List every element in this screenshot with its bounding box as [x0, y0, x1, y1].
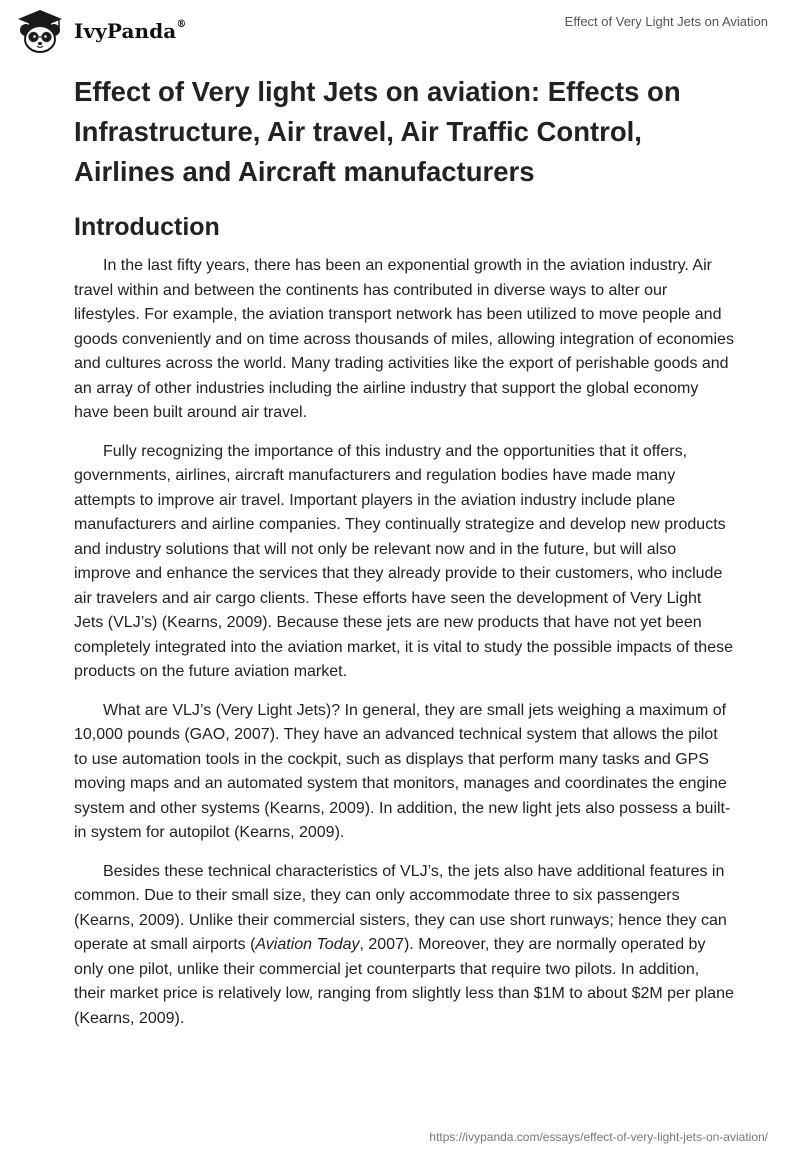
paragraph-4 — [74, 860, 734, 1032]
paragraph-4-text-after: , 2007). Moreover, they are normally operated by only one pilot, unlike their commercial jet counterparts that require two pilots. In addition, their market price is relatively low, ranging from slightly less than $1M to about $2M per plane (Kearns, 2009). — [74, 936, 734, 1027]
article-body — [74, 72, 734, 1045]
registered-mark: ® — [176, 19, 187, 31]
citation-title: Aviation Today — [255, 936, 360, 953]
running-title: Effect of Very Light Jets on Aviation — [564, 14, 768, 29]
source-url[interactable]: https://ivypanda.com/essays/effect-of-very-light-jets-on-aviation/ — [429, 1130, 768, 1144]
article-title: Effect of Very light Jets on aviation: Effects on Infrastructure, Air travel, Air Traffic Control, Airlines and Aircraft manufacturers — [74, 76, 681, 187]
section-heading-introduction: Introduction — [74, 213, 220, 241]
paragraph-2: Fully recognizing the importance of this industry and the opportunities that it offers, governments, airlines, aircraft manufacturers and regulation bodies have made many attempts to improve air travel. Important players in the aviation industry include plane manufacturers and airline companies. They continually strategize and develop new products and industry solutions that will not only be relevant now and in the future, but will also improve and enhance the services that they already provide to their customers, who include air travelers and air cargo clients. These efforts have seen the development of Very Light Jets (VLJ’s) (Kearns, 2009). Because these jets are new products that have not yet been completely integrated into the aviation market, it is vital to study the possible impacts of these products on the future aviation market. — [74, 442, 733, 680]
paragraph-1: In the last fifty years, there has been an exponential growth in the aviation industry. Air travel within and between the continents has contributed in diverse ways to alter our lifestyles. For example, the aviation transport network has been utilized to move people and goods conveniently and on time across thousands of miles, allowing integration of economies and cultures across the world. Many trading activities like the export of perishable goods and an array of other industries including the airline industry that support the global economy have been built around air travel. — [74, 257, 734, 421]
brand-logo[interactable] — [14, 8, 186, 54]
page-header — [0, 0, 800, 60]
paragraph-3: What are VLJ’s (Very Light Jets)? In general, they are small jets weighing a maximum of 10,000 pounds (GAO, 2007). They have an advanced technical system that allows the pilot to use automation tools in the cockpit, such as displays that perform many tasks and GPS moving maps and an automated system that monitors, manages and coordinates the engine system and other systems (Kearns, 2009). In addition, the new light jets also possess a built-in system for autopilot (Kearns, 2009). — [74, 701, 731, 841]
paragraph-4-text-before: Besides these technical characteristics of VLJ’s, the jets also have additional features in common. Due to their small size, they can only accommodate three to six passengers (Kearns, 2009). Unlike their commercial sisters, they can use short runways; hence they can operate at small airports ( — [74, 862, 727, 953]
panda-graduate-icon — [14, 8, 66, 54]
brand-name: IvyPanda® — [74, 19, 187, 43]
